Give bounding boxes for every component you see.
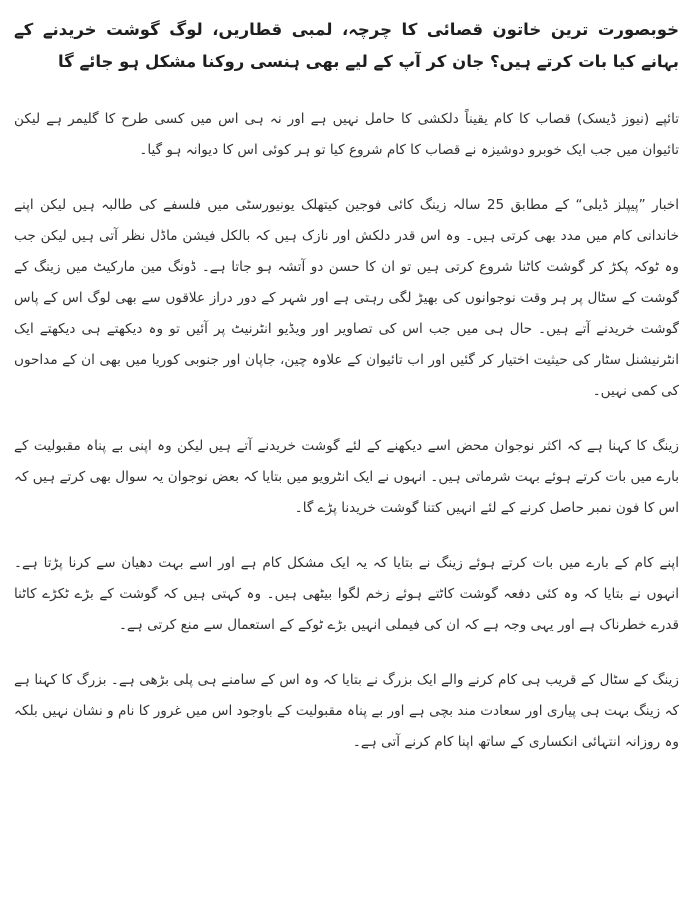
article-paragraph: اخبار ”پیپلز ڈیلی“ کے مطابق 25 سالہ زینگ کائی فوجین کیتھلک یونیورسٹی میں فلسفے کی طالبہ ہیں لیکن اپنے خاندانی کام میں مدد بھی کرتی ہیں۔ وہ اس قدر دلکش اور نازک ہیں کہ بالکل فیشن ماڈل نظر آتی ہیں لیکن جب وہ ٹوکہ پکڑ کر گوشت کاٹنا شروع کرتی ہیں تو ان کا حسن دو آتشہ ہو جاتا ہے۔ ڈونگ مین مارکیٹ میں زینگ کے گوشت کے سٹال پر ہر وقت نوجوانوں کی بھیڑ لگی رہتی ہے اور شہر کے دور دراز علاقوں سے بھی لوگ اس کے پاس گوشت خریدنے آتے ہیں۔ حال ہی میں جب اس کی تصاویر اور ویڈیو انٹرنیٹ پر آئیں تو وہ دیکھتے ہی دیکھتے ایک انٹرنیشنل سٹار کی حیثیت اختیار کر گئیں اور اب تائیوان کے علاوہ چین، جاپان اور جنوبی کوریا میں بھی ان کے مداحوں کی کمی نہیں۔	[14, 197, 679, 399]
article-paragraph: تائپے (نیوز ڈیسک) قصاب کا کام یقیناً دلکشی کا حامل نہیں ہے اور نہ ہی اس میں کسی طرح کا گلیمر ہے لیکن تائیوان میں جب ایک خوبرو دوشیزہ نے قصاب کا کام شروع کیا تو ہر کوئی اس کا دیوانہ ہو گیا۔	[14, 111, 679, 158]
article-paragraph: زینگ کے سٹال کے قریب ہی کام کرنے والے ایک بزرگ نے بتایا کہ وہ اس کے سامنے ہی پلی بڑھی ہے۔ بزرگ کا کہنا ہے کہ زینگ بہت ہی پیاری اور سعادت مند بچی ہے اور بے پناہ مقبولیت کے باوجود اس میں غرور کا نام و نشان نہیں بلکہ وہ روزانہ انتہائی انکساری کے ساتھ اپنا کام کرنے آتی ہے۔	[14, 672, 679, 750]
article-paragraph: اپنے کام کے بارے میں بات کرتے ہوئے زینگ نے بتایا کہ یہ ایک مشکل کام ہے اور اسے بہت دھیان سے کرنا پڑتا ہے۔ انہوں نے بتایا کہ وہ کئی دفعہ گوشت کاٹتے ہوئے زخم لگوا بیٹھی ہیں۔ وہ کہتی ہیں کہ گوشت کے بڑے ٹکڑے کاٹنا قدرے خطرناک ہے اور یہی وجہ ہے کہ ان کی فیملی انہیں بڑے ٹوکے کے استعمال سے منع کرتی ہے۔	[14, 555, 679, 633]
article-headline: خوبصورت ترین خاتون قصائی کا چرچہ، لمبی قطاریں، لوگ گوشت خریدنے کے بہانے کیا بات کرتے ہیں؟ جان کر آپ کے لیے بھی ہنسی روکنا مشکل ہو جائے گا	[14, 20, 679, 71]
article-paragraph: زینگ کا کہنا ہے کہ اکثر نوجوان محض اسے دیکھنے کے لئے گوشت خریدنے آتے ہیں لیکن وہ اپنی بے پناہ مقبولیت کے بارے میں بات کرتے ہوئے بہت شرماتی ہیں۔ انہوں نے ایک انٹرویو میں بتایا کہ بعض نوجوان یہ سوال بھی کرتے ہیں کہ اس کا فون نمبر حاصل کرنے کے لئے انہیں کتنا گوشت خریدنا پڑے گا۔	[14, 438, 679, 516]
